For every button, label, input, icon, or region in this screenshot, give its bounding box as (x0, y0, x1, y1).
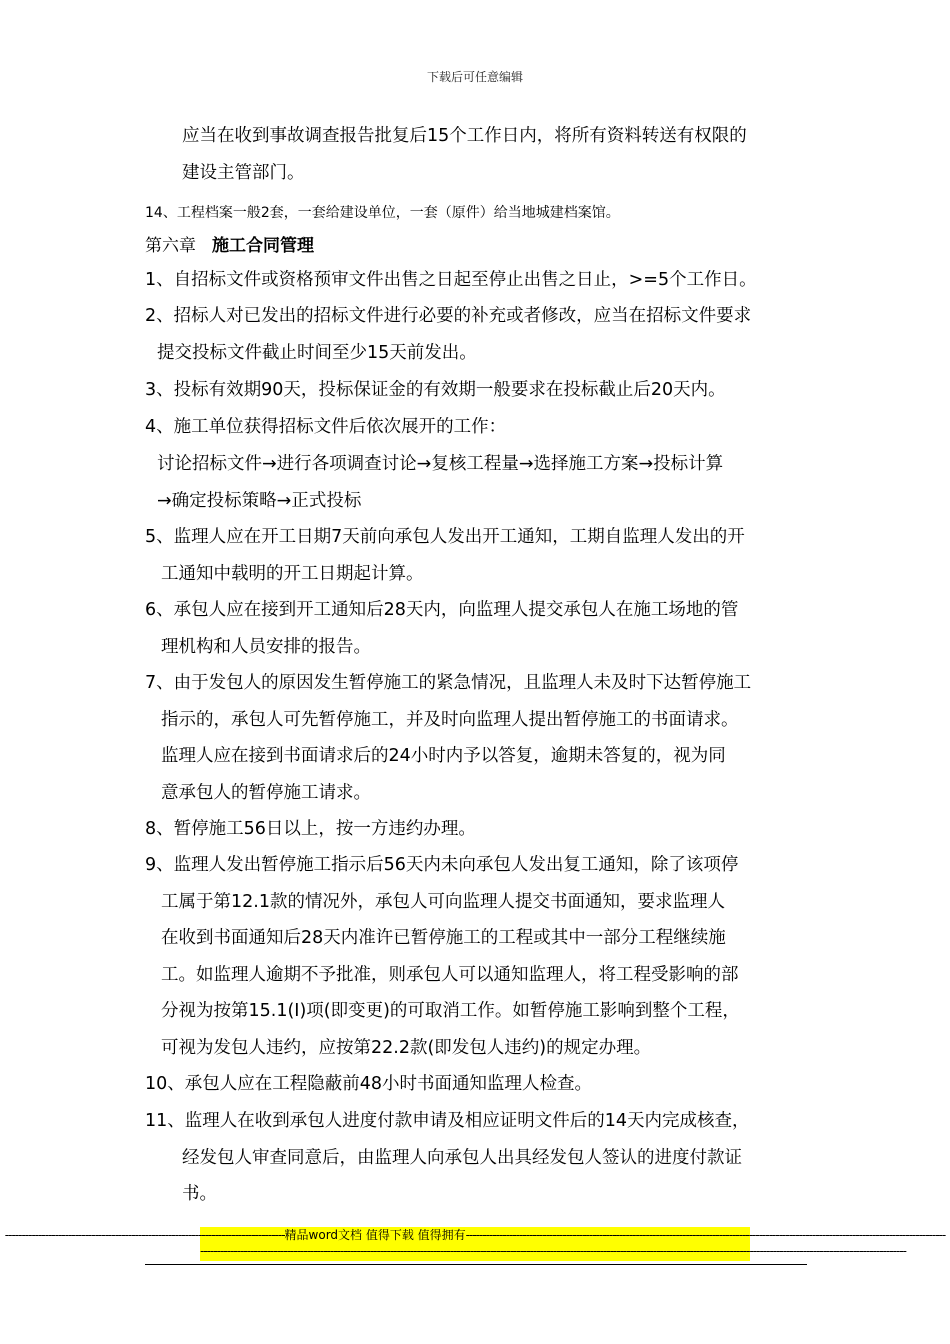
page-header: 下载后可任意编辑 (426, 70, 523, 84)
text-line: 工通知中载明的开工日期起计算。 (161, 563, 424, 584)
text-line: 理机构和人员安排的报告。 (161, 636, 371, 657)
text-line: 7、由于发包人的原因发生暂停施工的紧急情况，且监理人未及时下达暂停施工 (145, 673, 752, 693)
item-3 (145, 372, 810, 409)
footer-text: 精品word文档 值得下载 值得拥有 (284, 1228, 466, 1242)
chapter-heading (145, 228, 810, 265)
text-line: 9、监理人发出暂停施工指示后56天内未向承包人发出复工通知，除了该项停 (145, 855, 739, 875)
text-line: 可视为发包人违约，应按第22.2款(即发包人违约)的规定办理。 (161, 1037, 652, 1058)
text-line: 分视为按第15.1(I)项(即变更)的可取消工作。如暂停施工影响到整个工程， (161, 1001, 740, 1021)
text-line: 讨论招标文件→进行各项调查讨论→复核工程量→选择施工方案→投标计算 (157, 454, 724, 474)
text-line: 意承包人的暂停施工请求。 (161, 782, 371, 803)
item-5 (145, 519, 810, 592)
chapter-number: 第六章 (145, 236, 196, 256)
item-14 (145, 195, 810, 232)
footer-dashes-right: ------------------------------------------------------------------------------------------------------------------------------------------------ (465, 1228, 946, 1242)
chapter-title: 施工合同管理 (212, 236, 314, 256)
text-line: 5、监理人应在开工日期7天前向承包人发出开工通知，工期自监理人发出的开 (145, 527, 745, 547)
text-line: 4、施工单位获得招标文件后依次展开的工作： (145, 417, 507, 437)
item-7 (145, 665, 810, 811)
footer-dashes-left: ------------------------------------------------------------------------------------ (4, 1228, 285, 1242)
text-line: 书。 (182, 1184, 217, 1204)
text-line: 10、承包人应在工程隐蔽前48小时书面通知监理人检查。 (145, 1074, 593, 1094)
item-10 (145, 1066, 810, 1103)
text-line: 经发包人审查同意后，由监理人向承包人出具经发包人签认的进度付款证 (182, 1147, 742, 1168)
text-line: 14、工程档案一般2套，一套给建设单位，一套（原件）给当地城建档案馆。 (145, 205, 620, 221)
item-8 (145, 811, 810, 848)
text-line: 6、承包人应在接到开工通知后28天内，向监理人提交承包人在施工场地的管 (145, 600, 739, 620)
text-line: 工。如监理人逾期不予批准，则承包人可以通知监理人，将工程受影响的部 (161, 964, 739, 985)
item-9 (145, 847, 810, 1066)
text-line: →确定投标策略→正式投标 (157, 490, 362, 511)
text-line: 监理人应在接到书面请求后的24小时内予以答复，逾期未答复的，视为同 (161, 746, 726, 766)
item-6 (145, 592, 810, 665)
footer-rule (145, 1264, 807, 1265)
item-11 (145, 1103, 810, 1213)
text-line: 2、招标人对已发出的招标文件进行必要的补充或者修改，应当在招标文件要求 (145, 306, 752, 326)
item-4 (145, 409, 810, 446)
item-1 (145, 262, 810, 299)
text-line: 应当在收到事故调查报告批复后15个工作日内，将所有资料转送有权限的 (182, 126, 747, 146)
workflow-steps (145, 446, 810, 519)
text-line: 指示的，承包人可先暂停施工，并及时向监理人提出暂停施工的书面请求。 (161, 709, 739, 730)
paragraph-continued (145, 118, 810, 191)
text-line: 8、暂停施工56日以上，按一方违约办理。 (145, 819, 476, 839)
footer-banner (4, 1227, 946, 1261)
text-line: 提交投标文件截止时间至少15天前发出。 (157, 342, 477, 363)
text-line: 11、监理人在收到承包人进度付款申请及相应证明文件后的14天内完成核查， (145, 1111, 750, 1131)
footer-dashes-line: -------------------------------------------------------------------------------------------------------------------------------------------------------------------------------------------------------------------- (200, 1244, 906, 1258)
text-line: 1、自招标文件或资格预审文件出售之日起至停止出售之日止，>=5个工作日。 (145, 270, 757, 290)
item-2 (145, 298, 810, 371)
text-line: 工属于第12.1款的情况外，承包人可向监理人提交书面通知，要求监理人 (161, 891, 725, 912)
text-line: 3、投标有效期90天，投标保证金的有效期一般要求在投标截止后20天内。 (145, 380, 726, 400)
text-line: 在收到书面通知后28天内准许已暂停施工的工程或其中一部分工程继续施 (161, 928, 726, 948)
text-line: 建设主管部门。 (182, 162, 305, 183)
